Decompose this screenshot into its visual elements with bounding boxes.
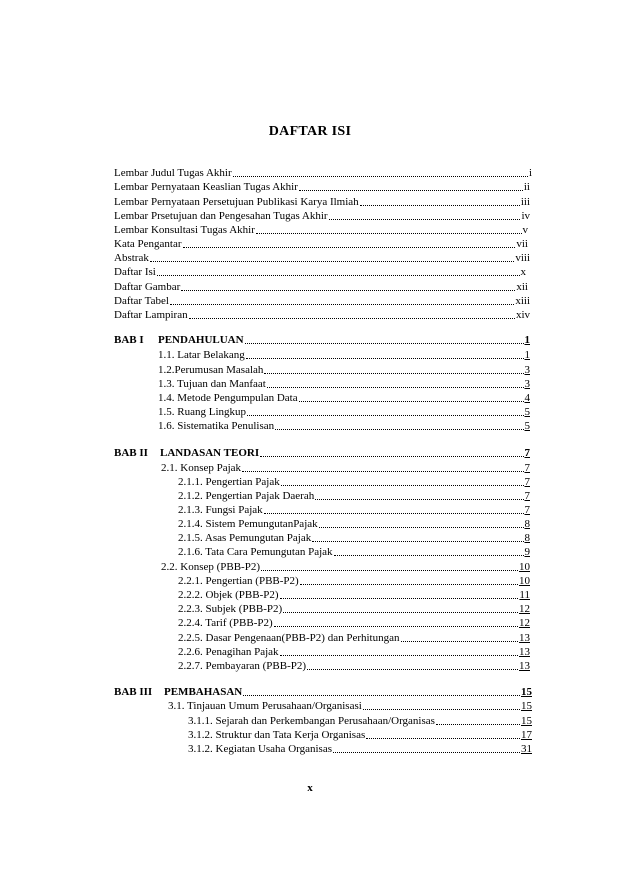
chapter-heading [114, 686, 532, 699]
section-entry [158, 392, 530, 405]
dot-leader [256, 233, 522, 234]
chapter-title: LANDASAN TEORI [160, 447, 260, 459]
toc-entry-label: 3.1.2. Kegiatan Usaha Organisas [188, 743, 332, 755]
toc-entry-label [114, 334, 244, 347]
toc-entry-page: iv [521, 210, 530, 222]
toc-entry-page: 10 [519, 575, 530, 587]
dot-leader [246, 358, 524, 359]
toc-entry-page: 7 [524, 476, 530, 488]
subsection-entry [178, 646, 530, 659]
toc-entry-label: 2.2.6. Penagihan Pajak [178, 646, 279, 658]
chapter-title: PENDAHULUAN [158, 334, 244, 346]
front-matter-entry [114, 210, 530, 223]
toc-entry-label: 1.6. Sistematika Penulisan [158, 420, 275, 432]
toc-entry-page: 11 [519, 589, 530, 601]
front-matter-entry [114, 224, 528, 237]
subsection-entry [178, 532, 530, 545]
toc-entry-label: 2.2.7. Pembayaran (PBB-P2) [178, 660, 307, 672]
toc-entry-page: 7 [524, 447, 530, 459]
toc-entry-label: 2.1.1. Pengertian Pajak [178, 476, 280, 488]
toc-entry-page: 7 [524, 462, 530, 474]
section-entry [161, 561, 530, 574]
dot-leader [181, 290, 515, 291]
toc-entry-label: Daftar Isi [114, 266, 156, 278]
toc-entry-label: Lembar Judul Tugas Akhir [114, 167, 232, 179]
toc-entry-page: i [528, 167, 532, 179]
toc-entry-page: iii [520, 196, 530, 208]
toc-entry-label: Kata Pengantar [114, 238, 182, 250]
toc-entry-label: 3.1.1. Sejarah dan Perkembangan Perusahaan/Organisas [188, 715, 435, 727]
toc-entry-page: 15 [521, 686, 532, 698]
subsection-entry [188, 715, 532, 728]
chapter-number: BAB I [114, 334, 144, 346]
subsection-entry [178, 575, 530, 588]
dot-leader [283, 612, 518, 613]
front-matter-entry [114, 266, 526, 279]
dot-leader [299, 190, 523, 191]
dot-leader [245, 343, 524, 344]
front-matter-entry [114, 281, 528, 294]
toc-entry-label: 2.2.3. Subjek (PBB-P2) [178, 603, 283, 615]
toc-entry-page: x [520, 266, 526, 278]
dot-leader [281, 485, 524, 486]
subsection-entry [178, 589, 530, 602]
toc-entry-label: 1.2.Perumusan Masalah [158, 364, 264, 376]
page-number: x [307, 782, 313, 794]
toc-entry-page: xiii [515, 295, 530, 307]
toc-entry-page: 4 [524, 392, 530, 404]
dot-leader [242, 471, 523, 472]
toc-entry-page: 10 [519, 561, 530, 573]
toc-entry-page: v [522, 224, 528, 236]
dot-leader [264, 373, 523, 374]
toc-entry-page: xiv [515, 309, 530, 321]
toc-entry-label: 2.1. Konsep Pajak [161, 462, 242, 474]
toc-entry-page: 3 [524, 378, 530, 390]
dot-leader [280, 655, 518, 656]
toc-entry-label [114, 447, 259, 460]
toc-entry-page: 3 [524, 364, 530, 376]
toc-entry-label: 2.2.1. Pengertian (PBB-P2) [178, 575, 299, 587]
dot-leader [360, 205, 520, 206]
section-entry [158, 349, 530, 362]
toc-entry-label: Daftar Tabel [114, 295, 169, 307]
dot-leader [247, 415, 524, 416]
toc-entry-page: 8 [524, 518, 530, 530]
toc-entry-page: 5 [524, 420, 530, 432]
subsection-entry [188, 729, 532, 742]
toc-entry-page: 17 [521, 729, 532, 741]
section-entry [168, 700, 532, 713]
toc-entry-label: Lembar Pernyataan Persetujuan Publikasi Karya Ilmiah [114, 196, 359, 208]
dot-leader [267, 387, 524, 388]
dot-leader [401, 641, 519, 642]
subsection-entry [178, 504, 530, 517]
toc-entry-page: 7 [524, 504, 530, 516]
front-matter-entry [114, 252, 530, 265]
dot-leader [260, 456, 523, 457]
subsection-entry [178, 617, 530, 630]
chapter-number: BAB III [114, 686, 153, 698]
toc-entry-page: 8 [524, 532, 530, 544]
front-matter-entry [114, 295, 530, 308]
section-entry [158, 364, 530, 377]
toc-entry-label: 2.2.5. Dasar Pengenaan(PBB-P2) dan Perhitungan [178, 632, 400, 644]
front-matter-entry [114, 238, 528, 251]
toc-entry-page: 13 [519, 632, 530, 644]
dot-leader [366, 738, 520, 739]
chapter-title: PEMBAHASAN [164, 686, 243, 698]
toc-entry-page: 1 [524, 334, 530, 346]
toc-entry-label: Abstrak [114, 252, 149, 264]
dot-leader [307, 669, 518, 670]
front-matter-entry [114, 309, 530, 322]
toc-entry-label: 3.1. Tinjauan Umum Perusahaan/Organisasi [168, 700, 362, 712]
dot-leader [334, 555, 524, 556]
toc-entry-label: Daftar Gambar [114, 281, 181, 293]
page-title: DAFTAR ISI [268, 124, 352, 139]
front-matter-entry [114, 196, 530, 209]
subsection-entry [178, 518, 530, 531]
dot-leader [315, 499, 523, 500]
chapter-heading [114, 334, 530, 347]
dot-leader [261, 570, 518, 571]
subsection-entry [178, 603, 530, 616]
toc-entry-page: 5 [524, 406, 530, 418]
toc-entry-label: 2.2.4. Tarif (PBB-P2) [178, 617, 273, 629]
toc-entry-page: 13 [519, 646, 530, 658]
toc-entry-page: 31 [521, 743, 532, 755]
toc-entry-label [114, 686, 242, 699]
toc-entry-label: 1.3. Tujuan dan Manfaat [158, 378, 266, 390]
section-entry [158, 420, 530, 433]
dot-leader [170, 304, 514, 305]
toc-entry-page: 9 [524, 546, 530, 558]
toc-entry-label: Lembar Pernyataan Keaslian Tugas Akhir [114, 181, 298, 193]
subsection-entry [178, 546, 530, 559]
toc-entry-page: viii [515, 252, 530, 264]
toc-entry-label: Daftar Lampiran [114, 309, 188, 321]
dot-leader [183, 247, 516, 248]
dot-leader [243, 695, 520, 696]
subsection-entry [188, 743, 532, 756]
toc-entry-label: 2.1.6. Tata Cara Pemungutan Pajak [178, 546, 333, 558]
toc-entry-label: 1.1. Latar Belakang [158, 349, 245, 361]
subsection-entry [178, 660, 530, 673]
dot-leader [363, 709, 520, 710]
dot-leader [333, 752, 520, 753]
toc-entry-label: Lembar Konsultasi Tugas Akhir [114, 224, 255, 236]
section-entry [158, 406, 530, 419]
dot-leader [319, 527, 524, 528]
toc-entry-label: 2.1.3. Fungsi Pajak [178, 504, 263, 516]
subsection-entry [178, 490, 530, 503]
toc-entry-page: xii [516, 281, 528, 293]
chapter-heading [114, 447, 530, 460]
dot-leader [157, 275, 520, 276]
dot-leader [233, 176, 528, 177]
section-entry [158, 378, 530, 391]
toc-entry-page: 15 [521, 700, 532, 712]
dot-leader [280, 598, 519, 599]
dot-leader [300, 584, 518, 585]
toc-entry-label: 2.1.4. Sistem PemungutanPajak [178, 518, 318, 530]
toc-entry-label: Lembar Prsetujuan dan Pengesahan Tugas Akhir [114, 210, 328, 222]
dot-leader [329, 219, 521, 220]
front-matter-entry [114, 167, 532, 180]
dot-leader [275, 429, 523, 430]
toc-entry-page: 7 [524, 490, 530, 502]
chapter-number: BAB II [114, 447, 148, 459]
dot-leader [274, 626, 518, 627]
toc-entry-page: 1 [524, 349, 530, 361]
toc-entry-label: 1.4. Metode Pengumpulan Data [158, 392, 298, 404]
toc-entry-label: 2.1.5. Asas Pemungutan Pajak [178, 532, 312, 544]
subsection-entry [178, 632, 530, 645]
dot-leader [150, 261, 515, 262]
dot-leader [264, 513, 524, 514]
dot-leader [436, 724, 520, 725]
subsection-entry [178, 476, 530, 489]
toc-entry-page: vii [516, 238, 528, 250]
toc-entry-label: 2.2.2. Objek (PBB-P2) [178, 589, 279, 601]
toc-entry-label: 1.5. Ruang Lingkup [158, 406, 246, 418]
dot-leader [189, 318, 515, 319]
toc-entry-page: ii [523, 181, 530, 193]
toc-entry-label: 2.1.2. Pengertian Pajak Daerah [178, 490, 315, 502]
toc-entry-page: 15 [521, 715, 532, 727]
toc-entry-label: 3.1.2. Struktur dan Tata Kerja Organisas [188, 729, 366, 741]
toc-entry-label: 2.2. Konsep (PBB-P2) [161, 561, 261, 573]
dot-leader [299, 401, 524, 402]
dot-leader [312, 541, 523, 542]
toc-entry-page: 12 [519, 603, 530, 615]
toc-entry-page: 13 [519, 660, 530, 672]
toc-entry-page: 12 [519, 617, 530, 629]
front-matter-entry [114, 181, 530, 194]
section-entry [161, 462, 530, 475]
